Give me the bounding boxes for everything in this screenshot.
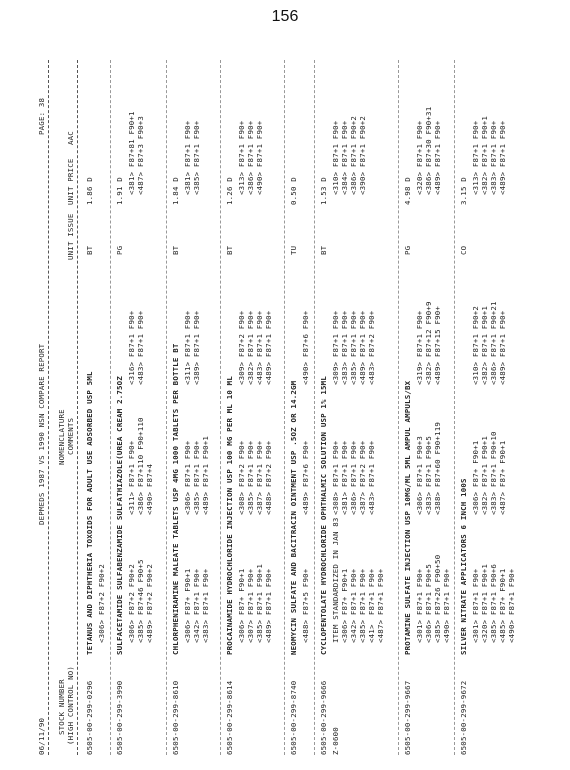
unit-price: 1.26 D	[225, 177, 234, 205]
comment-codes: <306> F87+2 F90+2	[97, 563, 106, 643]
comment-codes: <306> F87+ F90+1 <307> F87+1 F90+ <385> F87+1 F90+1 <489> F87+1 F90+	[237, 563, 273, 643]
comment-codes: <308> F87+1 F90+ <381> F87+1 F90+ <386> F87+1 F90+ <387> F87+2 F90+ <483> F87+1 F90+	[331, 440, 376, 515]
comment-codes: <306> F87+1 F90+3 <383> F87+1 F90+5 <388> F87+60 F90+119	[415, 422, 442, 515]
comment-codes: <301> F87+1 F90+ <320> F87+1 F90+1 <385> F87+1 F90+6 <485> F87+ F90+1 <490> F87+1 F90+	[471, 563, 516, 643]
comment-codes: <313> F87+1 F90+ <382> F87+1 F90+1 <383> F87+1 F90+ <489> F87+1 F90+	[471, 115, 507, 195]
col-stock-number: STOCK NUMBER	[57, 679, 66, 735]
report-date: 06/11/90	[37, 717, 46, 755]
col-unit-issue: UNIT ISSUE	[66, 213, 75, 260]
row-separator	[454, 60, 455, 755]
comment-codes: <306> F87+2 F90+2 <385> F87+46 F90+5 <489> F87+2 F90+2	[127, 559, 154, 643]
unit-issue: BT	[171, 245, 180, 255]
comment-codes: <310> F87+1 F90+ <384> F87+1 F90+ <386> F87+1 F90+2 <390> F87+1 F90+2	[331, 115, 367, 195]
unit-price: 1.91 D	[115, 177, 124, 205]
unit-issue: TU	[289, 245, 298, 255]
stock-number: 6505-00-299-9666	[319, 680, 328, 755]
page-number: 156	[271, 8, 299, 25]
rotated-report-sheet	[35, 55, 545, 755]
comment-codes: <306> F87+ F90+1 <342> F87+1 F90+ <383> F87+1 F90+	[183, 568, 210, 643]
nomenclature: TETANUS AND DIPHTHERIA TOXOIDS FOR ADULT USE ADSORBED USP 5ML	[85, 371, 94, 655]
comment-codes: ITEM STANDARDIZED IN JAN 83 <306> F87+ F90+1 <342> F87+1 F90+ <385> F87+1 F90+ <41> F87+1 F90+ <487> F87+1 F90+	[331, 517, 385, 643]
column-rule	[77, 60, 78, 755]
comment-codes: <311> F87+1 F90+ <389> F87+1 F90+	[183, 310, 201, 385]
stock-number: 6505-00-299-0296	[85, 680, 94, 755]
high-control-number: Z-0600	[331, 727, 340, 755]
row-separator	[220, 60, 221, 755]
comment-codes: <309> F87+2 F90+ <382> F87+1 F90+ <483> F87+1 F90+ <489> F87+1 F90+	[237, 310, 273, 385]
nomenclature: CHLORPHENIRAMINE MALEATE TABLETS USP 4MG 1000 TABLETS PER BOTTLE BT	[171, 343, 180, 655]
stock-number: 6505-00-299-8614	[225, 680, 234, 755]
comment-codes: <301> F87+1 F90+ <306> F87+1 F90+5 <385> F87+26 F90+50 <490> F87+1 F90+	[415, 554, 451, 643]
stock-number: 6505-00-299-9667	[403, 680, 412, 755]
stock-number: 6505-00-299-3990	[115, 680, 124, 755]
comment-codes: <319> F87+1 F90+ <382> F87+12 F90+9 <489> F87+15 F90+	[415, 301, 442, 385]
stock-number: 6505-00-299-9672	[459, 680, 468, 755]
report-content	[35, 55, 545, 755]
report-page-label: PAGE: 38	[37, 97, 46, 135]
unit-issue: PG	[403, 245, 412, 255]
comment-codes: <381> F87+1 F90+ <385> F87+1 F90+	[183, 120, 201, 195]
row-separator	[314, 60, 315, 755]
nomenclature: SULFACETAMIDE SULFABENZAMIDE SULFATHIAZOLE(UREA CREAM 2.75OZ	[115, 376, 124, 655]
col-unit-price: UNIT PRICE	[66, 158, 75, 205]
unit-price: 1.84 D	[171, 177, 180, 205]
comment-codes: <306> F87+1 F90+ <385> F87+1 F90+ <489> F87+1 F90+1	[183, 435, 210, 515]
comment-codes: <306> F87+ F90+1 <382> F87+1 F90+1 <383> F87+1 F90+10 <487> F87+ F90+1	[471, 431, 507, 515]
row-separator	[166, 60, 167, 755]
comment-codes: <308> F87+2 F90+ <385> F87+1 F90+ <387> F87+1 F90+ <488> F87+2 F90+	[237, 440, 273, 515]
row-separator	[110, 60, 111, 755]
unit-price: 1.86 D	[85, 177, 94, 205]
stock-number: 6505-00-299-8740	[289, 680, 298, 755]
unit-price: 3.15 D	[459, 177, 468, 205]
nomenclature: PROCAINAMIDE HYDROCHLORIDE INJECTION USP 100 MG PER ML 10 ML	[225, 376, 234, 655]
comment-codes: <381> F87+81 F90+1 <487> F87+3 F90+3	[127, 111, 145, 195]
unit-price: 1.53 D	[319, 177, 328, 205]
comment-codes: <309> F87+1 F90+ <383> F87+1 F90+ <385> F87+1 F90+ <489> F87+1 F90+ <483> F87+2 F90+	[331, 310, 376, 385]
comment-codes: <490> F87+6 F90+	[301, 310, 310, 385]
unit-issue: BT	[225, 245, 234, 255]
col-high-control: (HIGH CONTROL NO)	[66, 665, 75, 745]
comment-codes: <316> F87+1 F90+ <483> F87+1 F90+	[127, 310, 145, 385]
report-title: DEPMEDS 1987 VS 1990 NSN COMPARE REPORT	[37, 343, 46, 525]
header-rule	[48, 60, 49, 755]
col-aac: AAC	[66, 131, 75, 145]
row-separator	[398, 60, 399, 755]
nomenclature: SILVER NITRATE APPLICATORS 6 INCH 100S	[459, 478, 468, 655]
unit-price: 4.98 D	[403, 177, 412, 205]
comment-codes: <488> F87+5 F90+	[301, 568, 310, 643]
nomenclature: PROTAMINE SULFATE INJECTION USP 10MG/ML 5ML AMPUL AMPULS/BX	[403, 380, 412, 655]
unit-price: 0.50 D	[289, 177, 298, 205]
nomenclature: CYCLOPENTOLATE HYDROCHLORIDE OPHTHALMIC SOLUTION USP 1% 15ML	[319, 376, 328, 655]
comment-codes: <489> F87+6 F90+	[301, 440, 310, 515]
stock-number: 6505-00-299-8610	[171, 680, 180, 755]
unit-issue: BT	[319, 245, 328, 255]
col-nomenclature: NOMENCLATURE	[57, 409, 66, 465]
comment-codes: <320> F87+1 F90+ <386> F87+30 F90+31 <489> F87+1 F90+	[415, 106, 442, 195]
row-separator	[284, 60, 285, 755]
comment-codes: <313> F87+1 F90+ <386> F87+1 F90+ <490> F87+1 F90+	[237, 120, 264, 195]
col-comments: COMMENTS	[66, 417, 75, 455]
comment-codes: <310> F87+1 F90+2 <382> F87+1 F90+1 <386> F87+1 F90+21 <489> F87+1 F90+	[471, 301, 507, 385]
nomenclature: NEOMYCIN SULFATE AND BACITRACIN OINTMENT USP .5OZ OR 14.2GM	[289, 380, 298, 655]
unit-issue: PG	[115, 245, 124, 255]
unit-issue: BT	[85, 245, 94, 255]
unit-issue: CO	[459, 245, 468, 255]
comment-codes: <311> F87+1 F90+ <386> F87+110 F90+110 <490> F87+4	[127, 417, 154, 515]
